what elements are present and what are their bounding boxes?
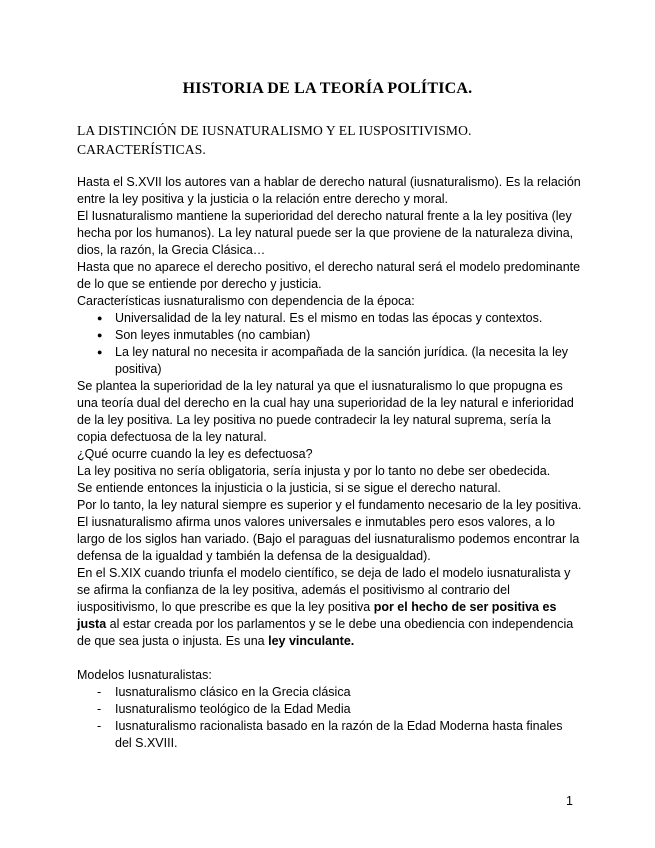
paragraph: Por lo tanto, la ley natural siempre es superior y el fundamento necesario de la ley positiva. xyxy=(77,498,582,512)
paragraph: Hasta el S.XVII los autores van a hablar de derecho natural (iusnaturalismo). Es la relación entre la ley positiva y la justicia o la relación entre derecho y moral. xyxy=(77,175,581,206)
models-heading: Modelos Iusnaturalistas: xyxy=(77,668,212,682)
paragraph: Características iusnaturalismo con dependencia de la época: xyxy=(77,294,415,308)
document-title: HISTORIA DE LA TEORÍA POLÍTICA. xyxy=(182,80,473,97)
list-item: ● Son leyes inmutables (no cambian) xyxy=(77,327,582,344)
list-item: ● Universalidad de la ley natural. Es el mismo en todas las épocas y contextos. xyxy=(77,310,582,327)
section-heading: LA DISTINCIÓN DE IUSNATURALISMO Y EL IUSPOSITIVISMO. CARACTERÍSTICAS. xyxy=(77,123,472,157)
paragraph: Hasta que no aparece el derecho positivo, el derecho natural será el modelo predominante de lo que se entiende por derecho y justicia. xyxy=(77,260,581,291)
question: ¿Qué ocurre cuando la ley es defectuosa? xyxy=(77,447,313,461)
characteristics-list xyxy=(77,310,582,378)
paragraph: El iusnaturalismo afirma unos valores universales e inmutables pero esos valores, a lo largo de los siglos han variado. (Bajo el paraguas del iusnaturalismo podemos encontrar la defensa de la igualdad y también la defensa de la desigualdad). xyxy=(77,515,580,563)
bold-text: ley vinculante. xyxy=(268,634,355,648)
list-item: - Iusnaturalismo racionalista basado en la razón de la Edad Moderna hasta finales del S.XVIII. xyxy=(77,718,582,752)
text-run: al estar creada por los parlamentos y se le debe una obediencia con independencia de que sea justa o injusta. Es una xyxy=(77,617,574,648)
text-run: En el S.XIX cuando triunfa el modelo científico, se deja de lado el modelo iusnaturalista y se afirma la confianza de la ley positiva, además el positivismo al contrario del iuspositivismo, lo que prescribe es que la ley positiva xyxy=(77,566,571,614)
list-item: ● La ley natural no necesita ir acompañada de la sanción jurídica. (la necesita la ley positiva) xyxy=(77,344,582,378)
paragraph: Se entiende entonces la injusticia o la justicia, si se sigue el derecho natural. xyxy=(77,481,501,495)
paragraph: Se plantea la superioridad de la ley natural ya que el iusnaturalismo lo que propugna es una teoría dual del derecho en la cual hay una superioridad de la ley natural e inferioridad de la ley positiva. La ley positiva no puede contradecir la ley natural suprema, sería la copia defectuosa de la ley natural. xyxy=(77,379,574,444)
paragraph: La ley positiva no sería obligatoria, sería injusta y por lo tanto no debe ser obedecida. xyxy=(77,464,551,478)
page-number: 1 xyxy=(566,794,573,808)
spacer xyxy=(77,650,582,667)
paragraph-positivism xyxy=(77,565,582,650)
models-list xyxy=(77,684,582,752)
paragraph: El Iusnaturalismo mantiene la superioridad del derecho natural frente a la ley positiva (ley hecha por los humanos). La ley natural puede ser la que proviene de la naturaleza divina, dios, la razón, la Grecia Clásica… xyxy=(77,209,574,257)
bold-text: por el hecho de ser positiva es justa xyxy=(77,600,557,631)
list-item: - Iusnaturalismo teológico de la Edad Media xyxy=(77,701,582,718)
list-item: - Iusnaturalismo clásico en la Grecia clásica xyxy=(77,684,582,701)
document-body xyxy=(77,174,582,752)
